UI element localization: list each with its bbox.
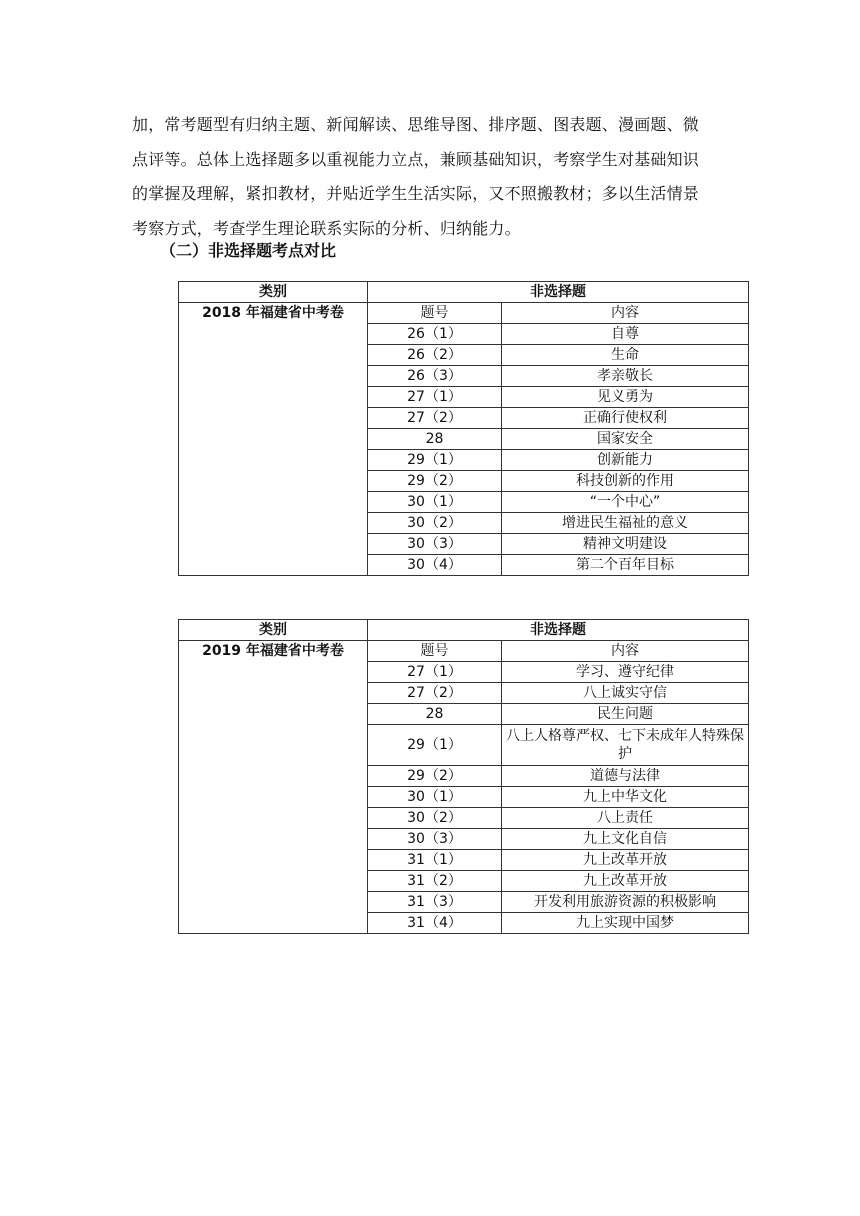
question-number-cell: 31（3） bbox=[368, 892, 502, 913]
header-number: 题号 bbox=[368, 303, 502, 324]
content-cell: 九上文化自信 bbox=[502, 829, 749, 850]
question-number-cell: 27（2） bbox=[368, 683, 502, 704]
question-number-cell: 30（1） bbox=[368, 787, 502, 808]
body-paragraph bbox=[132, 108, 738, 246]
question-number-cell: 26（2） bbox=[368, 345, 502, 366]
header-content: 内容 bbox=[502, 303, 749, 324]
table-body bbox=[179, 620, 749, 934]
question-number-cell: 28 bbox=[368, 704, 502, 725]
question-number-cell: 27（2） bbox=[368, 408, 502, 429]
table-subheader-row bbox=[179, 641, 749, 662]
content-cell: 九上中华文化 bbox=[502, 787, 749, 808]
header-category: 类别 bbox=[179, 620, 368, 641]
content-cell: 民生问题 bbox=[502, 704, 749, 725]
question-number-cell: 27（1） bbox=[368, 662, 502, 683]
content-cell: 见义勇为 bbox=[502, 387, 749, 408]
content-cell: 正确行使权利 bbox=[502, 408, 749, 429]
paragraph-line: 考察方式，考查学生理论联系实际的分析、归纳能力。 bbox=[132, 218, 521, 238]
content-cell: 九上改革开放 bbox=[502, 850, 749, 871]
header-category: 类别 bbox=[179, 282, 368, 303]
table-header-row bbox=[179, 282, 749, 303]
content-cell: 孝亲敬长 bbox=[502, 366, 749, 387]
question-number-cell: 30（3） bbox=[368, 534, 502, 555]
content-cell: 第二个百年目标 bbox=[502, 555, 749, 576]
comparison-table-2018 bbox=[178, 281, 749, 576]
question-number-cell: 31（4） bbox=[368, 913, 502, 934]
content-cell: 九上实现中国梦 bbox=[502, 913, 749, 934]
content-cell: 开发利用旅游资源的积极影响 bbox=[502, 892, 749, 913]
header-number: 题号 bbox=[368, 641, 502, 662]
question-number-cell: 28 bbox=[368, 429, 502, 450]
question-number-cell: 30（3） bbox=[368, 829, 502, 850]
question-number-cell: 26（1） bbox=[368, 324, 502, 345]
table-subheader-row bbox=[179, 303, 749, 324]
question-number-cell: 30（2） bbox=[368, 808, 502, 829]
question-number-cell: 30（2） bbox=[368, 513, 502, 534]
content-cell: 八上人格尊严权、七下未成年人特殊保护 bbox=[502, 725, 749, 766]
header-group: 非选择题 bbox=[368, 620, 749, 641]
content-cell: 国家安全 bbox=[502, 429, 749, 450]
comparison-table-2019 bbox=[178, 619, 749, 934]
content-cell: 增进民生福祉的意义 bbox=[502, 513, 749, 534]
question-number-cell: 31（2） bbox=[368, 871, 502, 892]
content-cell: 九上改革开放 bbox=[502, 871, 749, 892]
content-cell: 道德与法律 bbox=[502, 766, 749, 787]
question-number-cell: 31（1） bbox=[368, 850, 502, 871]
category-cell: 2019 年福建省中考卷 bbox=[179, 641, 368, 934]
paragraph-line: 的掌握及理解，紧扣教材，并贴近学生生活实际，又不照搬教材；多以生活情景 bbox=[132, 184, 700, 203]
content-cell: 精神文明建设 bbox=[502, 534, 749, 555]
content-cell: 学习、遵守纪律 bbox=[502, 662, 749, 683]
table-body bbox=[179, 282, 749, 576]
content-cell: 自尊 bbox=[502, 324, 749, 345]
question-number-cell: 29（2） bbox=[368, 766, 502, 787]
section-heading: （二）非选择题考点对比 bbox=[160, 241, 337, 260]
paragraph-line: 加，常考题型有归纳主题、新闻解读、思维导图、排序题、图表题、漫画题、微 bbox=[132, 115, 700, 134]
question-number-cell: 29（2） bbox=[368, 471, 502, 492]
question-number-cell: 26（3） bbox=[368, 366, 502, 387]
content-cell: 八上责任 bbox=[502, 808, 749, 829]
content-cell: 科技创新的作用 bbox=[502, 471, 749, 492]
header-content: 内容 bbox=[502, 641, 749, 662]
question-number-cell: 30（4） bbox=[368, 555, 502, 576]
paragraph-line: 点评等。总体上选择题多以重视能力立点，兼顾基础知识，考察学生对基础知识 bbox=[132, 149, 700, 169]
category-cell: 2018 年福建省中考卷 bbox=[179, 303, 368, 576]
question-number-cell: 29（1） bbox=[368, 450, 502, 471]
content-cell: 创新能力 bbox=[502, 450, 749, 471]
content-cell: 生命 bbox=[502, 345, 749, 366]
header-group: 非选择题 bbox=[368, 282, 749, 303]
question-number-cell: 29（1） bbox=[368, 725, 502, 766]
content-cell: 八上诚实守信 bbox=[502, 683, 749, 704]
question-number-cell: 30（1） bbox=[368, 492, 502, 513]
table-header-row bbox=[179, 620, 749, 641]
content-cell: “一个中心” bbox=[502, 492, 749, 513]
question-number-cell: 27（1） bbox=[368, 387, 502, 408]
